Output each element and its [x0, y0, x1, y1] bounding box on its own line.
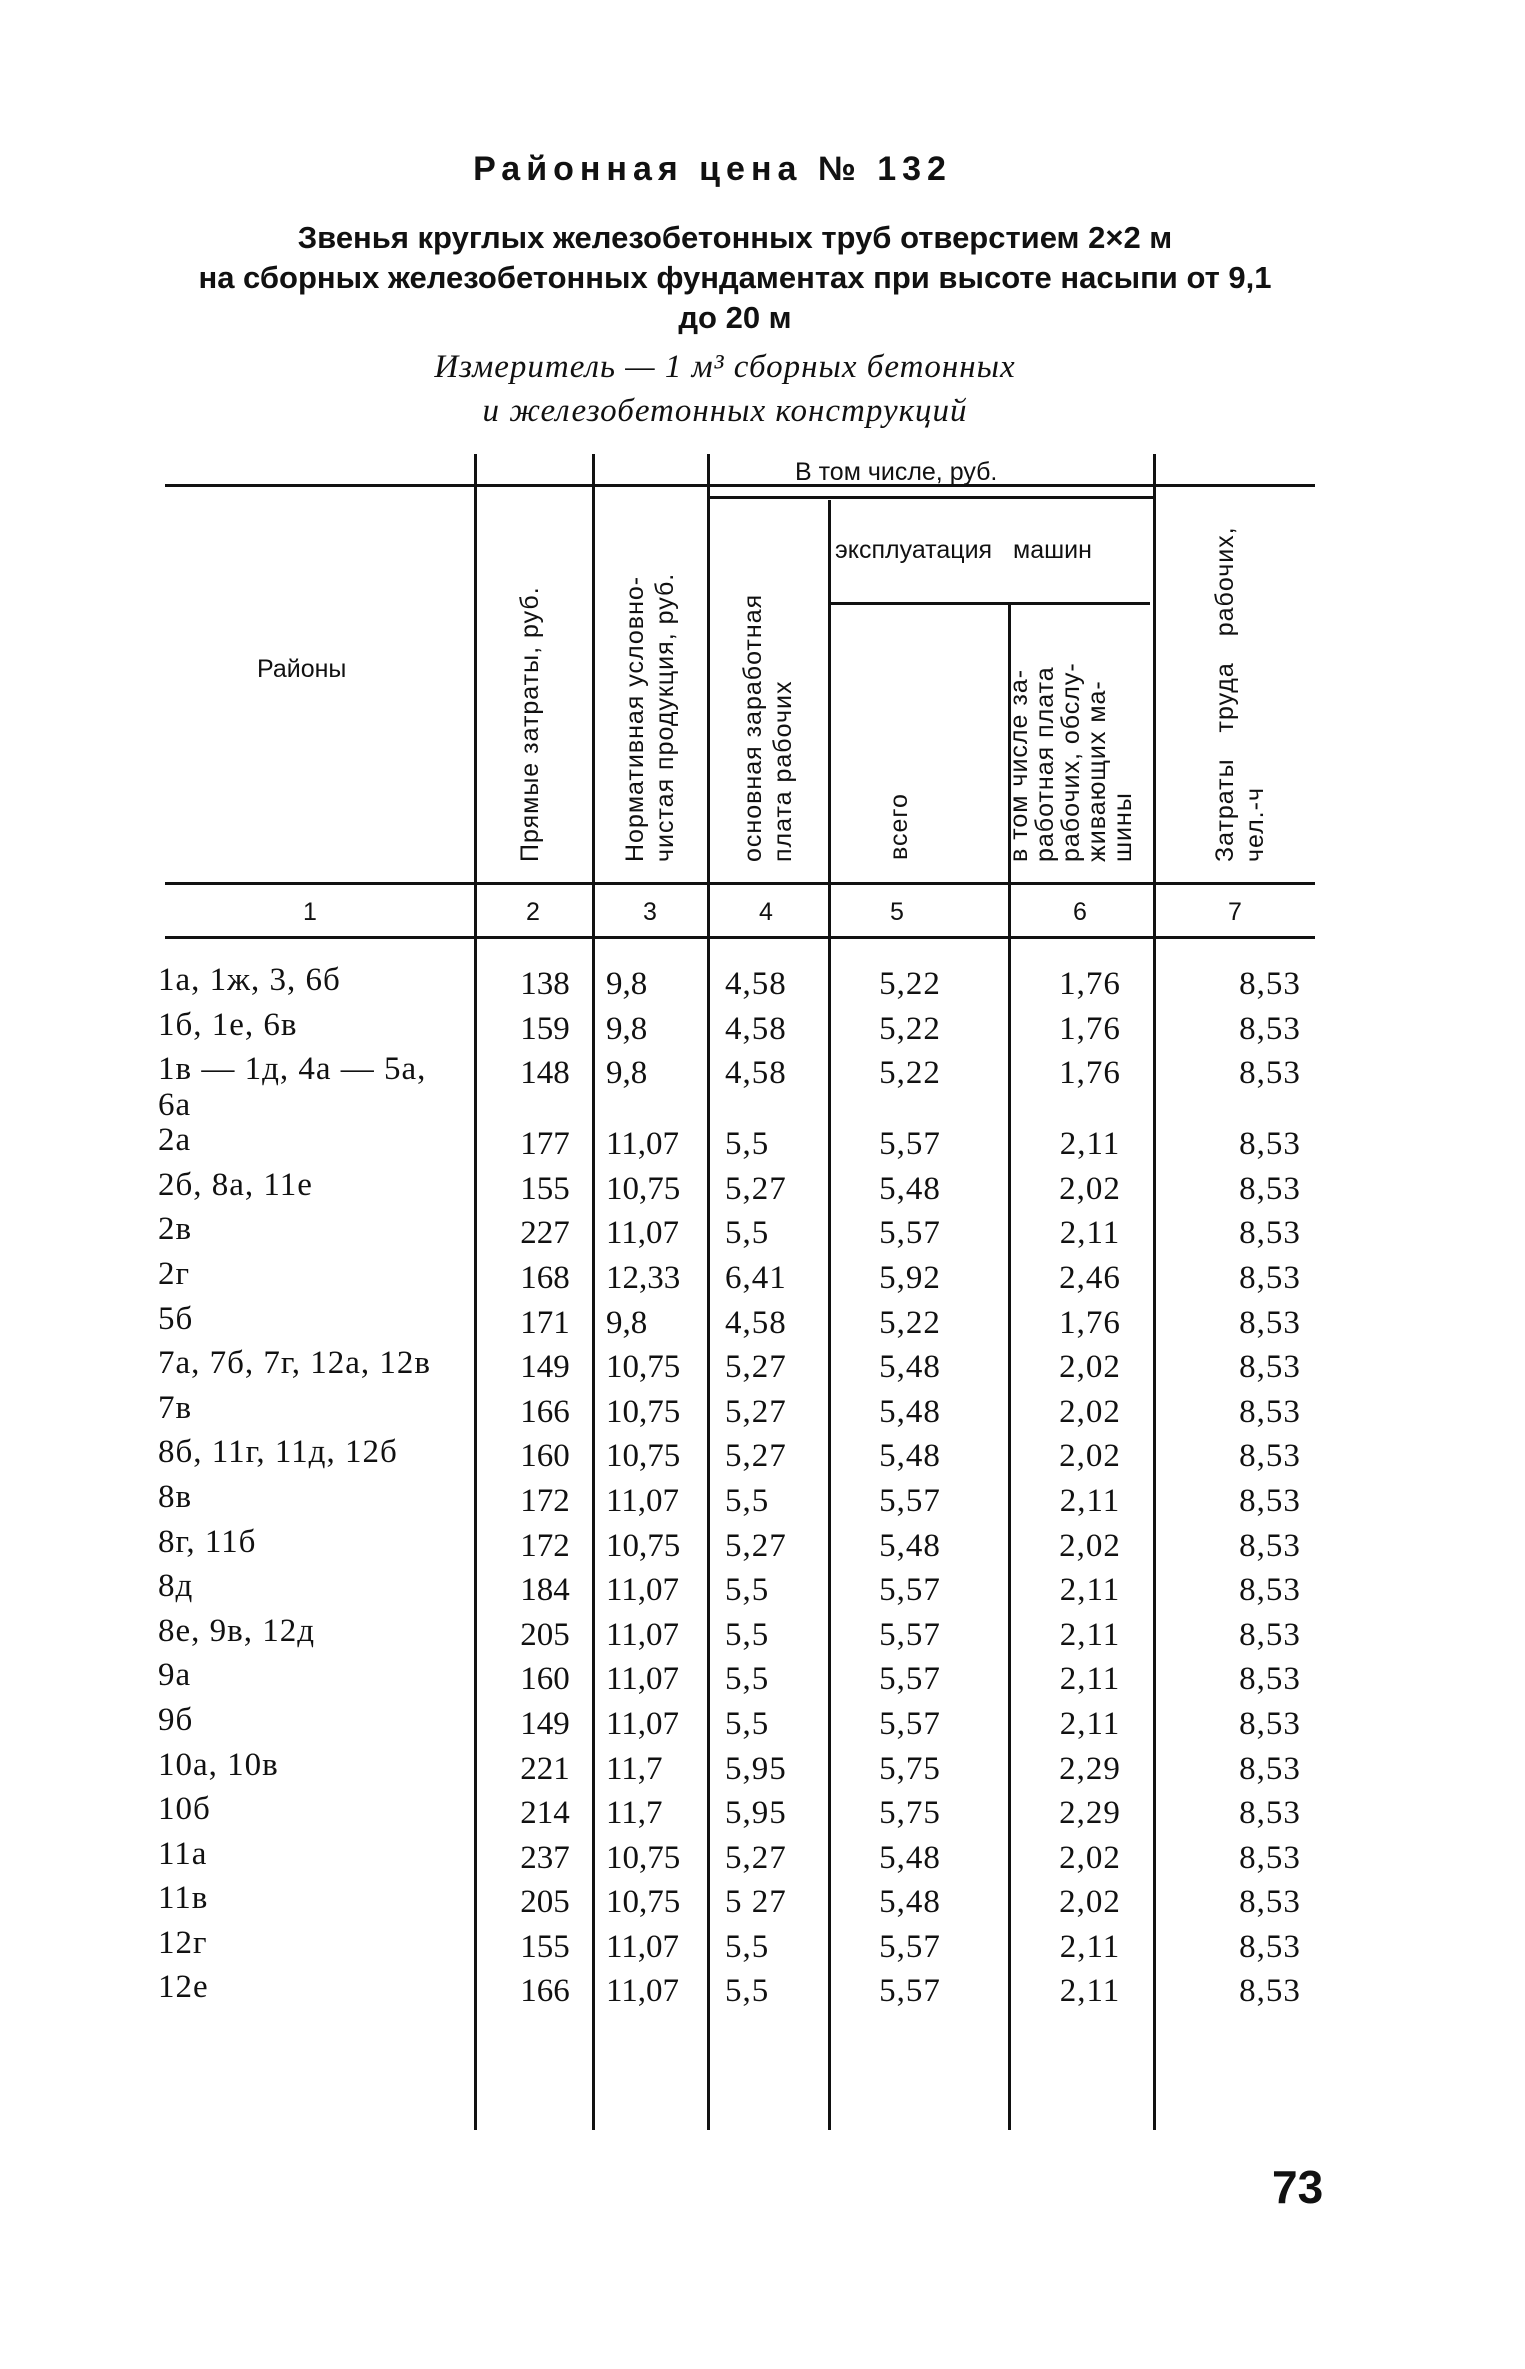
normative-product-cell: 11,07 [606, 1482, 680, 1519]
region-cell: 11в [158, 1880, 209, 1917]
machine-wage-cell: 2,02 [1059, 1170, 1121, 1207]
direct-costs-cell: 155 [520, 1170, 570, 1207]
region-cell: 2в [158, 1211, 193, 1248]
header-normative-2: чистая продукция, руб. [651, 572, 679, 862]
machine-total-cell: 5,48 [879, 1438, 941, 1475]
base-wage-cell: 4,58 [725, 1055, 787, 1092]
base-wage-cell: 5,27 [725, 1349, 787, 1386]
labor-cell: 8,53 [1239, 1126, 1301, 1163]
region-cell: 7а, 7б, 7г, 12а, 12в [158, 1345, 431, 1382]
region-cell: 8д [158, 1568, 194, 1605]
table-row [150, 1791, 1330, 1836]
direct-costs-cell: 172 [520, 1527, 570, 1564]
labor-cell: 8,53 [1239, 1304, 1301, 1341]
normative-product-cell: 11,07 [606, 1705, 680, 1742]
region-line: 6а [158, 1087, 192, 1124]
direct-costs-cell: 227 [520, 1215, 570, 1252]
direct-costs-cell: 171 [520, 1304, 570, 1341]
labor-cell: 8,53 [1239, 1482, 1301, 1519]
base-wage-cell: 5,5 [725, 1215, 770, 1252]
table-row [150, 1747, 1330, 1792]
machine-wage-cell: 1,76 [1059, 1304, 1121, 1341]
region-cell [158, 1051, 478, 1123]
normative-product-cell: 12,33 [606, 1259, 681, 1296]
machine-total-cell: 5,22 [879, 966, 941, 1002]
table-row [150, 1122, 1330, 1167]
direct-costs-cell: 159 [520, 1010, 570, 1047]
normative-product-cell: 11,07 [606, 1572, 680, 1609]
labor-cell: 8,53 [1239, 1010, 1301, 1047]
header-base-wage-2: плата рабочих [769, 680, 797, 862]
machine-total-cell: 5,57 [879, 1705, 941, 1742]
machine-total-cell: 5,22 [879, 1304, 941, 1341]
region-cell: 9а [158, 1657, 192, 1694]
machine-wage-cell: 2,11 [1059, 1126, 1121, 1163]
machine-total-cell: 5,75 [879, 1795, 941, 1832]
region-cell: 2г [158, 1255, 191, 1292]
labor-cell: 8,53 [1239, 1839, 1301, 1876]
normative-product-cell: 11,07 [606, 1661, 680, 1698]
base-wage-cell: 5 27 [725, 1884, 787, 1921]
machines-rule [830, 602, 1150, 605]
header-bottom-rule [165, 882, 1315, 885]
table-row [150, 1479, 1330, 1524]
normative-product-cell: 11,7 [606, 1795, 663, 1832]
region-cell: 5б [158, 1300, 194, 1337]
base-wage-cell: 5,5 [725, 1973, 770, 2010]
direct-costs-cell: 214 [520, 1795, 570, 1832]
table-row [150, 1007, 1330, 1052]
direct-costs-cell: 205 [520, 1884, 570, 1921]
machine-total-cell: 5,57 [879, 1126, 941, 1163]
machine-total-cell: 5,57 [879, 1661, 941, 1698]
header-including: В том числе, руб. [795, 458, 998, 486]
labor-cell: 8,53 [1239, 1438, 1301, 1475]
including-rule [708, 496, 1153, 499]
machine-wage-cell: 2,29 [1059, 1750, 1121, 1787]
measure-unit [300, 345, 1150, 433]
labor-cell: 8,53 [1239, 1572, 1301, 1609]
table-row [150, 1702, 1330, 1747]
table-row [150, 1657, 1330, 1702]
machine-wage-cell: 1,76 [1059, 1055, 1121, 1092]
region-cell: 1а, 1ж, 3, 6б [158, 962, 341, 998]
region-cell: 10б [158, 1791, 211, 1828]
machine-total-cell: 5,57 [879, 1215, 941, 1252]
base-wage-cell: 5,95 [725, 1750, 787, 1787]
machine-total-cell: 5,22 [879, 1010, 941, 1047]
base-wage-cell: 4,58 [725, 966, 787, 1002]
column-number: 4 [759, 898, 773, 926]
base-wage-cell: 5,27 [725, 1438, 787, 1475]
region-cell: 12г [158, 1924, 208, 1961]
table-row [150, 1836, 1330, 1881]
labor-cell: 8,53 [1239, 1170, 1301, 1207]
region-cell: 9б [158, 1701, 194, 1738]
labor-cell: 8,53 [1239, 1928, 1301, 1965]
machine-total-cell: 5,48 [879, 1170, 941, 1207]
labor-cell: 8,53 [1239, 966, 1301, 1002]
direct-costs-cell: 148 [520, 1055, 570, 1092]
table-row [150, 1613, 1330, 1658]
labor-cell: 8,53 [1239, 1393, 1301, 1430]
measure-line: и железобетонных конструкций [482, 393, 968, 429]
base-wage-cell: 5,5 [725, 1616, 770, 1653]
normative-product-cell: 11,07 [606, 1973, 680, 2010]
machine-wage-cell: 2,11 [1059, 1215, 1121, 1252]
direct-costs-cell: 166 [520, 1973, 570, 2010]
region-cell: 8е, 9в, 12д [158, 1612, 316, 1649]
base-wage-cell: 5,5 [725, 1705, 770, 1742]
machine-total-cell: 5,75 [879, 1750, 941, 1787]
base-wage-cell: 5,27 [725, 1839, 787, 1876]
machine-wage-cell: 1,76 [1059, 966, 1121, 1002]
labor-cell: 8,53 [1239, 1215, 1301, 1252]
base-wage-cell: 5,27 [725, 1527, 787, 1564]
labor-cell: 8,53 [1239, 1349, 1301, 1386]
normative-product-cell: 9,8 [606, 966, 648, 1002]
direct-costs-cell: 205 [520, 1616, 570, 1653]
header-labor-1: Затраты труда рабочих, [1211, 526, 1239, 862]
page-number: 73 [1272, 2161, 1324, 2213]
colnum-bottom-rule [165, 936, 1315, 939]
direct-costs-cell: 149 [520, 1705, 570, 1742]
region-cell: 2а [158, 1122, 192, 1159]
normative-product-cell: 10,75 [606, 1839, 681, 1876]
table-row [150, 1390, 1330, 1435]
measure-line: Измеритель — 1 м³ сборных бетонных [434, 349, 1016, 385]
subtitle-line: на сборных железобетонных фундаментах при высоте насыпи от 9,1 [198, 260, 1272, 295]
normative-product-cell: 10,75 [606, 1393, 681, 1430]
normative-product-cell: 11,07 [606, 1215, 680, 1252]
region-cell: 10а, 10в [158, 1746, 279, 1783]
header-labor-2: чел.-ч [1241, 787, 1269, 862]
labor-cell: 8,53 [1239, 1259, 1301, 1296]
header-normative-1: Нормативная условно- [621, 575, 649, 862]
machine-total-cell: 5,92 [879, 1259, 941, 1296]
region-cell: 11а [158, 1835, 208, 1872]
table-row [150, 1211, 1330, 1256]
header-regions: Районы [257, 655, 347, 683]
table-row [150, 1524, 1330, 1569]
machine-total-cell: 5,48 [879, 1393, 941, 1430]
table-row [150, 962, 1330, 1007]
header-base-wage-1: основная заработная [739, 593, 767, 862]
machine-wage-cell: 2,02 [1059, 1393, 1121, 1430]
base-wage-cell: 5,27 [725, 1393, 787, 1430]
machine-wage-cell: 2,11 [1059, 1928, 1121, 1965]
base-wage-cell: 5,5 [725, 1928, 770, 1965]
region-cell: 7в [158, 1389, 193, 1426]
direct-costs-cell: 221 [520, 1750, 570, 1787]
region-line: 1в — 1д, 4а — 5а, [158, 1051, 427, 1088]
region-cell: 2б, 8а, 11е [158, 1166, 313, 1203]
direct-costs-cell: 160 [520, 1438, 570, 1475]
subtitle-line: до 20 м [678, 300, 792, 335]
machine-wage-cell: 2,46 [1059, 1259, 1121, 1296]
direct-costs-cell: 166 [520, 1393, 570, 1430]
machine-total-cell: 5,57 [879, 1973, 941, 2010]
direct-costs-cell: 155 [520, 1928, 570, 1965]
labor-cell: 8,53 [1239, 1750, 1301, 1787]
header-machine-wage-1: в том числе за- [1005, 668, 1033, 862]
labor-cell: 8,53 [1239, 1527, 1301, 1564]
machine-wage-cell: 1,76 [1059, 1010, 1121, 1047]
normative-product-cell: 11,07 [606, 1928, 680, 1965]
normative-product-cell: 10,75 [606, 1884, 681, 1921]
header-machine-wage-3: рабочих, обслу- [1057, 662, 1085, 862]
direct-costs-cell: 172 [520, 1482, 570, 1519]
base-wage-cell: 5,95 [725, 1795, 787, 1832]
column-number: 1 [303, 898, 317, 926]
normative-product-cell: 11,07 [606, 1616, 680, 1653]
direct-costs-cell: 237 [520, 1839, 570, 1876]
table-row [150, 1256, 1330, 1301]
subtitle [150, 218, 1320, 338]
table-row [150, 1880, 1330, 1925]
normative-product-cell: 10,75 [606, 1438, 681, 1475]
base-wage-cell: 6,41 [725, 1259, 787, 1296]
direct-costs-cell: 168 [520, 1259, 570, 1296]
base-wage-cell: 5,5 [725, 1126, 770, 1163]
region-cell: 8в [158, 1478, 193, 1515]
region-cell: 8б, 11г, 11д, 12б [158, 1434, 398, 1471]
labor-cell: 8,53 [1239, 1884, 1301, 1921]
machine-total-cell: 5,48 [879, 1527, 941, 1564]
machine-total-cell: 5,57 [879, 1928, 941, 1965]
machine-total-cell: 5,57 [879, 1616, 941, 1653]
base-wage-cell: 5,27 [725, 1170, 787, 1207]
labor-cell: 8,53 [1239, 1661, 1301, 1698]
machine-wage-cell: 2,11 [1059, 1705, 1121, 1742]
table-row [150, 1051, 1330, 1122]
machine-wage-cell: 2,11 [1059, 1973, 1121, 2010]
subtitle-line: Звенья круглых железобетонных труб отверстием 2×2 м [297, 220, 1173, 255]
machine-wage-cell: 2,11 [1059, 1482, 1121, 1519]
table-row [150, 1345, 1330, 1390]
table-row [150, 1969, 1330, 2014]
machine-total-cell: 5,48 [879, 1839, 941, 1876]
machine-wage-cell: 2,02 [1059, 1438, 1121, 1475]
machine-wage-cell: 2,11 [1059, 1661, 1121, 1698]
base-wage-cell: 4,58 [725, 1304, 787, 1341]
machine-wage-cell: 2,02 [1059, 1349, 1121, 1386]
labor-cell: 8,53 [1239, 1616, 1301, 1653]
machine-total-cell: 5,48 [879, 1884, 941, 1921]
machine-wage-cell: 2,11 [1059, 1616, 1121, 1653]
header-machine-wage-2: работная плата [1031, 666, 1059, 862]
normative-product-cell: 11,7 [606, 1750, 663, 1787]
normative-product-cell: 9,8 [606, 1055, 648, 1092]
direct-costs-cell: 149 [520, 1349, 570, 1386]
base-wage-cell: 5,5 [725, 1661, 770, 1698]
column-number: 6 [1073, 898, 1087, 926]
table-row [150, 1301, 1330, 1346]
normative-product-cell: 10,75 [606, 1527, 681, 1564]
table-body [150, 962, 1330, 2014]
labor-cell: 8,53 [1239, 1795, 1301, 1832]
direct-costs-cell: 184 [520, 1572, 570, 1609]
table-row [150, 1925, 1330, 1970]
page-title: Районная цена № 132 [473, 150, 952, 188]
machine-total-cell: 5,57 [879, 1572, 941, 1609]
machine-wage-cell: 2,02 [1059, 1527, 1121, 1564]
column-number: 3 [643, 898, 657, 926]
normative-product-cell: 9,8 [606, 1010, 648, 1047]
column-number: 5 [890, 898, 904, 926]
header-machine-wage-4: живающих ма- [1083, 680, 1111, 862]
header-machine-operation: эксплуатация машин [835, 536, 1092, 564]
machine-wage-cell: 2,02 [1059, 1839, 1121, 1876]
table-row [150, 1167, 1330, 1212]
labor-cell: 8,53 [1239, 1055, 1301, 1092]
normative-product-cell: 9,8 [606, 1304, 648, 1341]
region-cell: 8г, 11б [158, 1523, 257, 1560]
table-row [150, 1434, 1330, 1479]
labor-cell: 8,53 [1239, 1705, 1301, 1742]
header-direct-costs: Прямые затраты, руб. [516, 586, 544, 862]
direct-costs-cell: 177 [520, 1126, 570, 1163]
normative-product-cell: 10,75 [606, 1170, 681, 1207]
normative-product-cell: 11,07 [606, 1126, 680, 1163]
table-row [150, 1568, 1330, 1613]
machine-wage-cell: 2,11 [1059, 1572, 1121, 1609]
direct-costs-cell: 160 [520, 1661, 570, 1698]
machine-total-cell: 5,57 [879, 1482, 941, 1519]
normative-product-cell: 10,75 [606, 1349, 681, 1386]
machine-total-cell: 5,22 [879, 1055, 941, 1092]
machine-wage-cell: 2,29 [1059, 1795, 1121, 1832]
header-machine-total: всего [885, 793, 913, 860]
base-wage-cell: 4,58 [725, 1010, 787, 1047]
direct-costs-cell: 138 [520, 966, 570, 1002]
header-machine-wage-5: шины [1109, 792, 1137, 862]
region-cell: 1б, 1е, 6в [158, 1006, 298, 1043]
region-cell: 12е [158, 1969, 209, 2006]
labor-cell: 8,53 [1239, 1973, 1301, 2010]
base-wage-cell: 5,5 [725, 1572, 770, 1609]
column-number: 2 [526, 898, 540, 926]
machine-total-cell: 5,48 [879, 1349, 941, 1386]
column-number: 7 [1228, 898, 1242, 926]
table-top-rule [165, 484, 1315, 487]
base-wage-cell: 5,5 [725, 1482, 770, 1519]
machine-wage-cell: 2,02 [1059, 1884, 1121, 1921]
